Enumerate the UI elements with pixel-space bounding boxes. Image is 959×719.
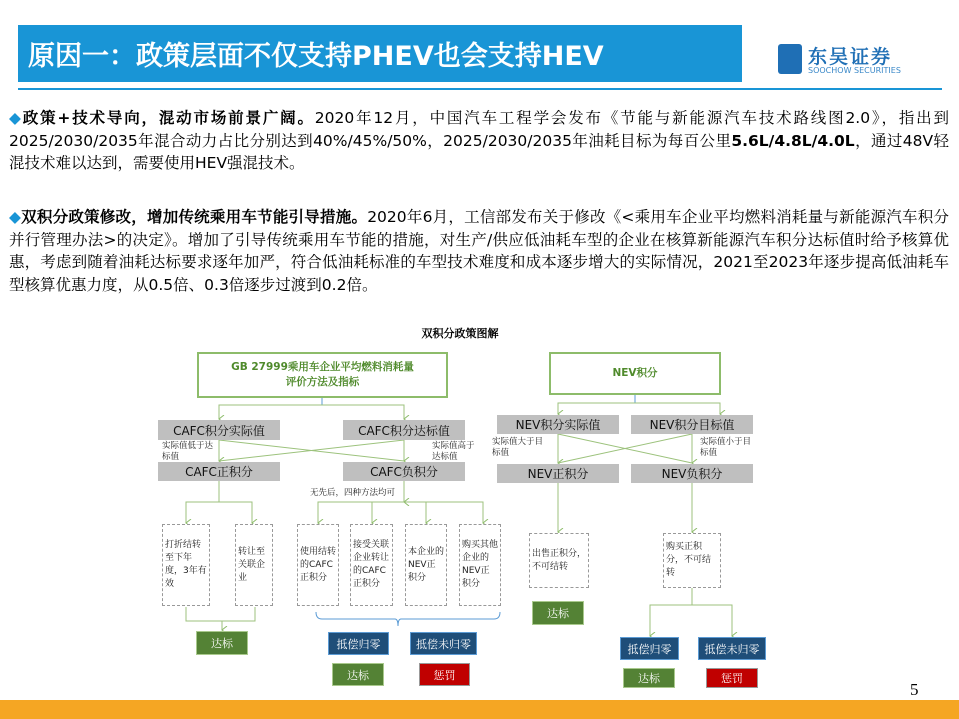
- cafc-positive-box: CAFC正积分: [158, 462, 280, 481]
- paragraph-text: 2020年6月，工信部发布关于修改《<乘用车企业平均燃料消耗量与新能源汽车积分并行管理办法>的决定》。增加了引导传统乘用车节能的措施，对生产/供应低油耗车型的企业在核算新能源汽车积分达标值时给予核算优惠，考虑到随着油耗达标要求逐年加严，符合低油耗标准的车型技术难度和成本逐步增大的实际情况，2021至2023年逐步提高低油耗车型核算优惠力度，从0.5倍、0.3倍逐步过渡到0.2倍。: [9, 208, 949, 294]
- gb27999-root-box: [197, 352, 448, 398]
- nev-target-box: NEV积分目标值: [631, 415, 753, 434]
- cafc-target-box: CAFC积分达标值: [343, 420, 465, 440]
- footer-bar: [0, 700, 959, 719]
- cafc-negative-box: CAFC负积分: [343, 462, 465, 481]
- paragraph-text: 2020年12月，中国汽车工程学会发布《节能与新能源汽车技术路线图2.0》，指出到2025/2030/2035年混合动力占比分别达到40%/45%/50%，2025/2030/2035年油耗目标为每百公里: [9, 109, 949, 150]
- slide-title: 原因一：政策层面不仅支持PHEV也会支持HEV: [18, 25, 742, 82]
- nev-positive-box: NEV正积分: [497, 464, 619, 483]
- paragraph-text: ，通过48V轻混技术难以达到，需要使用HEV强混技术。: [9, 131, 949, 172]
- nev-pos-pass: 达标: [532, 601, 584, 625]
- cafc-pos-pass: 达标: [196, 631, 248, 655]
- option-sell-credits: 出售正积分，不可结转: [529, 533, 589, 588]
- cafc-actual-box: CAFC积分实际值: [158, 420, 280, 440]
- diamond-bullet-icon: ◆: [9, 208, 22, 226]
- nev-offset-nonzero: 抵偿未归零: [698, 637, 766, 660]
- option-accept-affiliate: 接受关联企业转让的CAFC正积分: [350, 524, 393, 606]
- nev-offset-zero: 抵偿归零: [620, 637, 679, 660]
- paragraph-heading: 政策+技术导向，混动市场前景广阔。: [22, 109, 315, 127]
- option-carry-forward: 打折结转至下年度，3年有效: [162, 524, 210, 606]
- note-any-order: 无先后，四种方法均可: [310, 488, 396, 498]
- cafc-offset-nonzero: 抵偿未归零: [410, 632, 477, 655]
- cafc-offset-zero: 抵偿归零: [328, 632, 389, 655]
- option-transfer-affiliate: 转让至关联企业: [235, 524, 273, 606]
- diamond-bullet-icon: ◆: [9, 109, 23, 127]
- note-above-target: 实际值高于达标值: [432, 441, 475, 462]
- note-below-target: 实际值小于目标值: [700, 437, 752, 458]
- cafc-penalty: 惩罚: [419, 663, 470, 686]
- nev-penalty: 惩罚: [706, 668, 758, 688]
- nev-negative-box: NEV负积分: [631, 464, 753, 483]
- note-below-target: 实际值低于达标值: [162, 441, 214, 462]
- option-own-nev: 本企业的NEV正积分: [405, 524, 447, 606]
- logo-chinese: 东吴证券: [808, 46, 893, 68]
- logo-english: SOOCHOW SECURITIES: [808, 66, 901, 75]
- note-above-target: 实际值大于目标值: [492, 437, 544, 458]
- root-line1: GB 27999乘用车企业平均燃料消耗量: [231, 361, 414, 373]
- page-number: 5: [910, 680, 919, 699]
- option-use-carried: 使用结转的CAFC正积分: [297, 524, 339, 606]
- diagram-title: 双积分政策图解: [421, 327, 499, 340]
- option-buy-credits: 购买正积分，不可结转: [663, 533, 721, 588]
- nev-root-box: NEV积分: [549, 352, 721, 395]
- nev-actual-box: NEV积分实际值: [497, 415, 619, 434]
- paragraph-heading: 双积分政策修改，增加传统乘用车节能引导措施。: [21, 208, 368, 226]
- cafc-neg-pass: 达标: [332, 663, 384, 686]
- option-buy-nev: 购买其他企业的NEV正积分: [459, 524, 501, 606]
- nev-neg-pass: 达标: [623, 668, 675, 688]
- root-line2: 评价方法及指标: [285, 376, 360, 388]
- paragraph-bold: 5.6L/4.8L/4.0L: [731, 131, 855, 150]
